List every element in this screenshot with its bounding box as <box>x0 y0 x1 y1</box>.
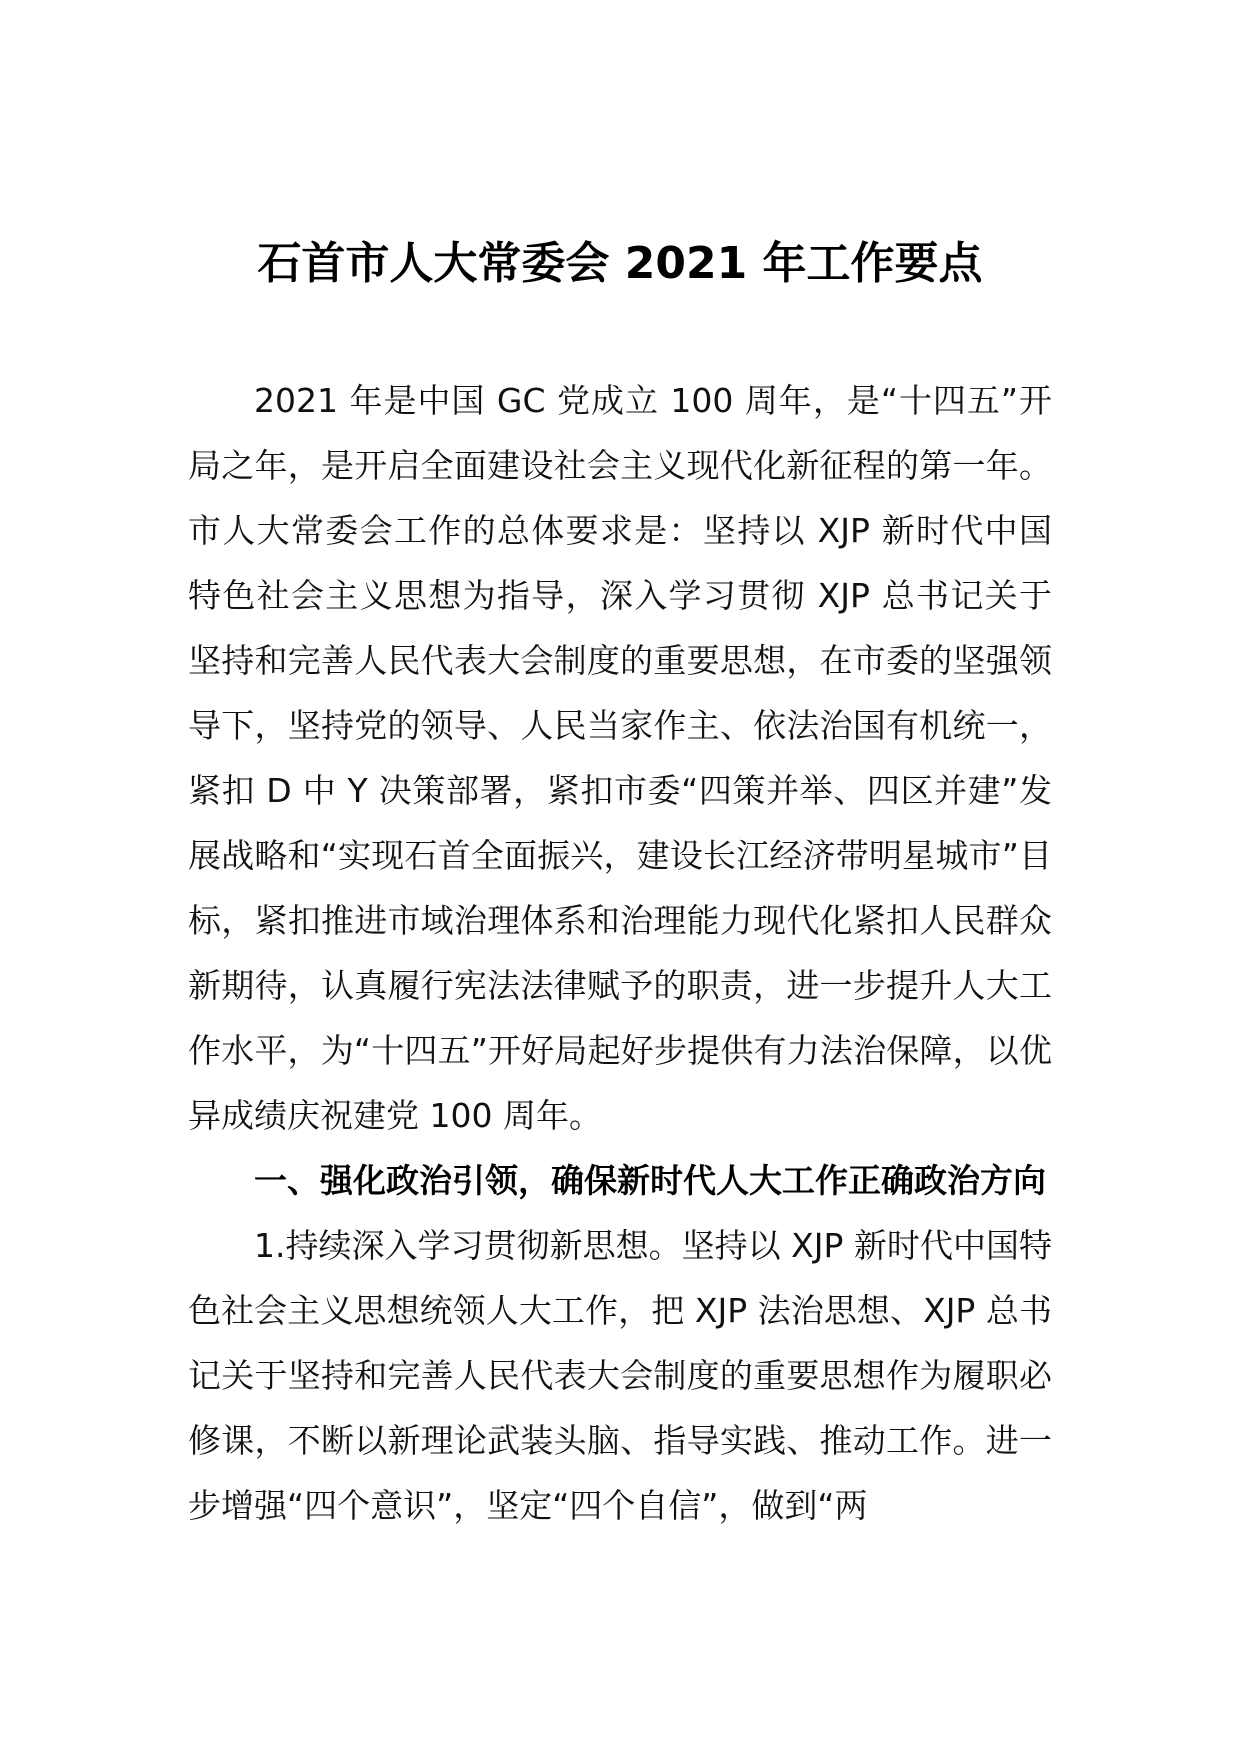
item-paragraph: 1.持续深入学习贯彻新思想。坚持以 XJP 新时代中国特色社会主义思想统领人大工作，把 XJP 法治思想、XJP 总书记关于坚持和完善人民代表大会制度的重要思想作为履职必修课，不断以新理论武装头脑、指导实践、推动工作。进一步增强“四个意识”，坚定“四个自信”，做到“两 <box>188 1226 1052 1525</box>
document-title: 石首市人大常委会 2021 年工作要点 <box>257 238 983 289</box>
document-body <box>188 368 1052 1538</box>
section-heading: 一、强化政治引领，确保新时代人大工作正确政治方向 <box>254 1161 1046 1200</box>
intro-paragraph: 2021 年是中国 GC 党成立 100 周年，是“十四五”开局之年，是开启全面建设社会主义现代化新征程的第一年。市人大常委会工作的总体要求是：坚持以 XJP 新时代中国特色社会主义思想为指导，深入学习贯彻 XJP 总书记关于坚持和完善人民代表大会制度的重要思想，在市委的坚强领导下，坚持党的领导、人民当家作主、依法治国有机统一，紧扣 D 中 Y 决策部署，紧扣市委“四策并举、四区并建”发展战略和“实现石首全面振兴，建设长江经济带明星城市”目标，紧扣推进市域治理体系和治理能力现代化紧扣人民群众新期待，认真履行宪法法律赋予的职责，进一步提升人大工作水平，为“十四五”开好局起好步提供有力法治保障，以优异成绩庆祝建党 100 周年。 <box>188 381 1052 1135</box>
